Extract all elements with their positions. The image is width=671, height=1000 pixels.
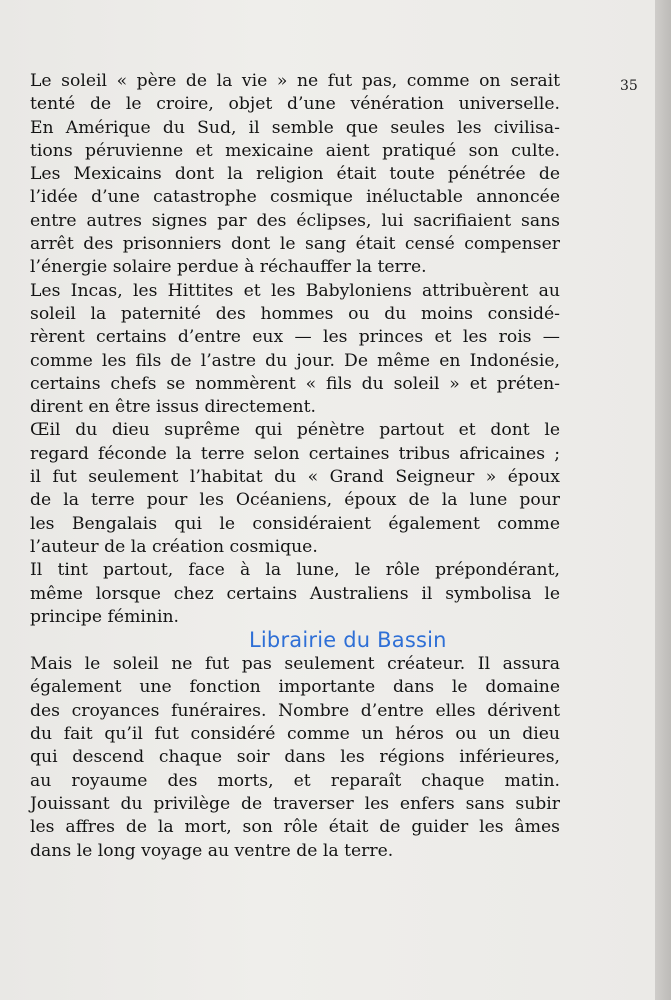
text-line: Les Mexicains dont la religion était toute pénétrée de bbox=[30, 164, 560, 185]
text-line: Jouissant du privilège de traverser les enfers sans subir bbox=[30, 793, 560, 814]
text-line: Œil du dieu suprême qui pénètre partout et dont le bbox=[30, 420, 560, 441]
paragraph bbox=[30, 70, 560, 280]
text-line: soleil la paternité des hommes ou du moins considé- bbox=[30, 303, 560, 324]
page-edge bbox=[655, 0, 671, 1000]
text-line: entre autres signes par des éclipses, lui sacrifiaient sans bbox=[30, 210, 560, 231]
text-line: regard féconde la terre selon certaines tribus africaines ; bbox=[30, 443, 560, 464]
text-line: dans le long voyage au ventre de la terre. bbox=[30, 840, 394, 861]
text-line: qui descend chaque soir dans les régions inférieures, bbox=[30, 747, 560, 768]
text-line: Les Incas, les Hittites et les Babyloniens attribuèrent au bbox=[30, 280, 560, 301]
text-line: de la terre pour les Océaniens, époux de la lune pour bbox=[30, 490, 560, 511]
paragraph bbox=[30, 559, 560, 629]
text-line: comme les fils de l’astre du jour. De même en Indonésie, bbox=[30, 350, 560, 371]
text-line: Il tint partout, face à la lune, le rôle prépondérant, bbox=[30, 560, 560, 581]
paragraph bbox=[30, 280, 560, 420]
text-line: certains chefs se nommèrent « fils du soleil » et préten- bbox=[30, 373, 560, 394]
text-line: dirent en être issus directement. bbox=[30, 397, 316, 418]
text-line: principe féminin. bbox=[30, 606, 179, 627]
text-line: Le soleil « père de la vie » ne fut pas, comme on serait bbox=[30, 71, 560, 91]
page-number: 35 bbox=[620, 78, 638, 94]
text-line: arrêt des prisonniers dont le sang était censé compenser bbox=[30, 234, 560, 255]
text-line: il fut seulement l’habitat du « Grand Seigneur » époux bbox=[30, 467, 560, 488]
text-line: au royaume des morts, et reparaît chaque matin. bbox=[30, 770, 560, 791]
watermark: Librairie du Bassin bbox=[249, 628, 447, 652]
text-line: des croyances funéraires. Nombre d’entre elles dérivent bbox=[30, 700, 560, 721]
text-line: En Amérique du Sud, il semble que seules les civilisa- bbox=[30, 117, 560, 138]
text-line: du fait qu’il fut considéré comme un héros ou un dieu bbox=[30, 724, 560, 745]
text-line: les affres de la mort, son rôle était de guider les âmes bbox=[30, 817, 560, 838]
text-line: tions péruvienne et mexicaine aient pratiqué son culte. bbox=[30, 140, 560, 161]
text-line: rèrent certains d’entre eux — les princes et les rois — bbox=[30, 327, 560, 348]
text-line: Mais le soleil ne fut pas seulement créateur. Il assura bbox=[30, 654, 560, 675]
text-line: tenté de le croire, objet d’une vénération universelle. bbox=[30, 94, 560, 115]
body-text bbox=[30, 70, 560, 863]
text-line: les Bengalais qui le considéraient également comme bbox=[30, 513, 560, 534]
paragraph bbox=[30, 653, 560, 863]
paragraph bbox=[30, 419, 560, 559]
text-line: l’énergie solaire perdue à réchauffer la terre. bbox=[30, 257, 427, 278]
text-line: l’idée d’une catastrophe cosmique inéluctable annoncée bbox=[30, 187, 560, 208]
text-line: également une fonction importante dans le domaine bbox=[30, 677, 560, 698]
text-line: même lorsque chez certains Australiens il symbolisa le bbox=[30, 583, 560, 604]
text-line: l’auteur de la création cosmique. bbox=[30, 536, 318, 557]
